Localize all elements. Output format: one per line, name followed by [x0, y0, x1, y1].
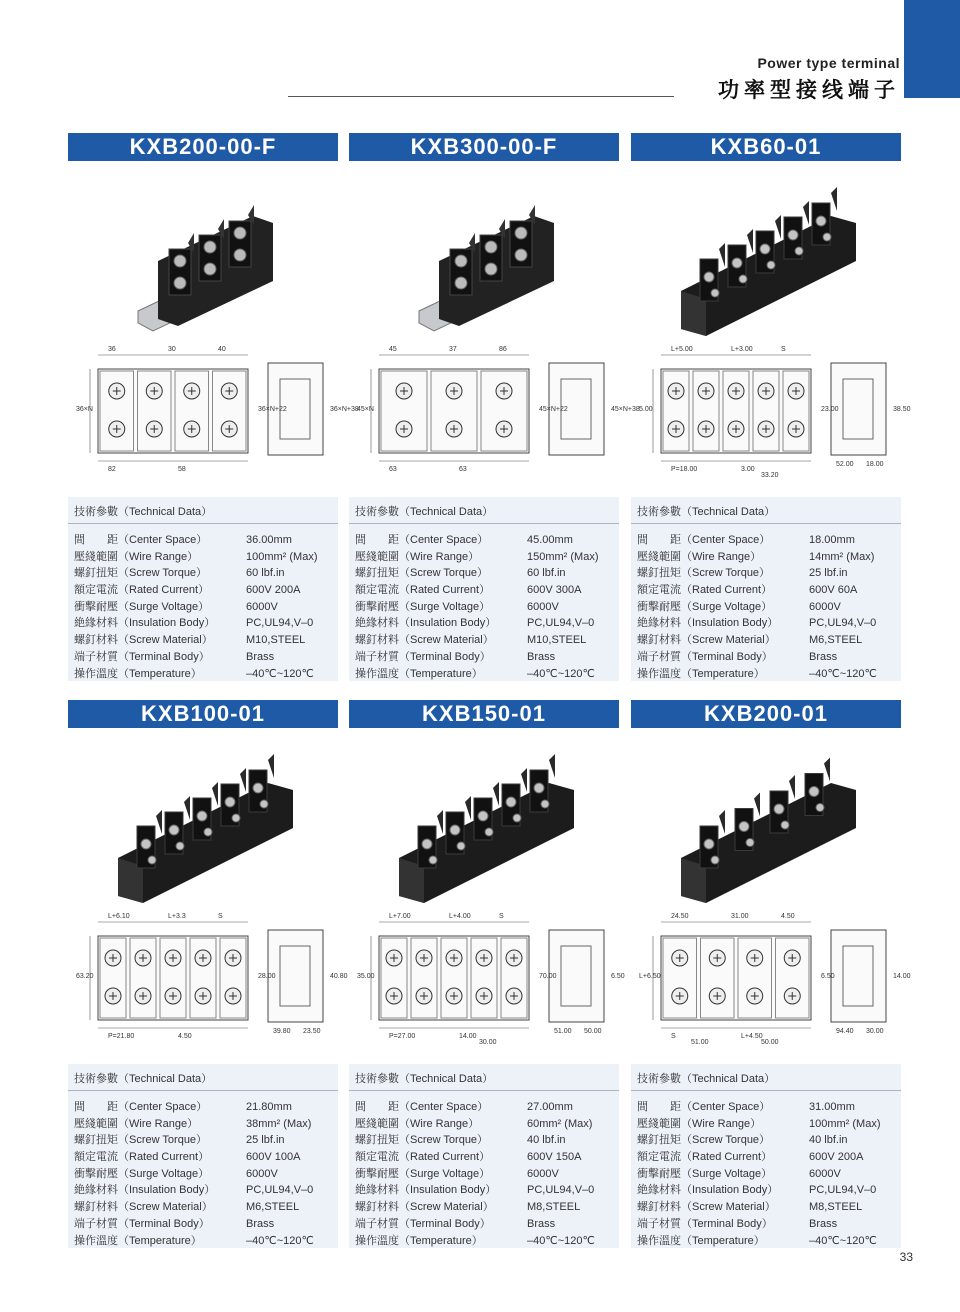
drawing-dimension-label: 37: [449, 346, 457, 353]
product-photo: [349, 728, 619, 908]
model-banner: KXB60-01: [631, 133, 901, 161]
spec-label: 端子材質（Terminal Body）: [637, 650, 773, 663]
technical-data-title: 技術參數（Technical Data）: [631, 497, 901, 524]
spec-label: 操作溫度（Temperature）: [637, 667, 765, 680]
drawing-dimension-label: 30: [168, 346, 176, 353]
spec-row: [631, 549, 901, 566]
drawing-dimension-label: 33.20: [761, 472, 779, 479]
spec-label: 操作溫度（Temperature）: [74, 1234, 202, 1247]
spec-row: [631, 582, 901, 599]
spec-value: 38mm² (Max): [246, 1117, 312, 1130]
spec-label: 螺釘材料（Screw Material）: [637, 1201, 776, 1214]
spec-row: [349, 1233, 619, 1250]
spec-value: 600V 150A: [527, 1151, 582, 1164]
spec-value: 600V 60A: [809, 584, 858, 597]
spec-row: [68, 649, 338, 666]
drawing-dimension-label: 36×N+38: [330, 406, 359, 413]
spec-label: 螺釘扭矩（Screw Torque）: [74, 1134, 208, 1147]
spec-value: 40 lbf.in: [809, 1134, 848, 1147]
spec-row: [631, 1166, 901, 1183]
spec-label: 絶緣材料（Insulation Body）: [74, 1184, 216, 1197]
spec-row: [68, 1099, 338, 1116]
technical-data-panel: [68, 1064, 338, 1248]
spec-value: 60mm² (Max): [527, 1117, 593, 1130]
spec-label: 衝擊耐壓（Surge Voltage）: [74, 1167, 210, 1180]
drawing-dimension-label: 39.80: [273, 1028, 291, 1035]
drawing-dimension-label: 51.00: [691, 1039, 709, 1046]
drawing-dimension-label: 63: [459, 466, 467, 473]
spec-label: 螺釘扭矩（Screw Torque）: [637, 1134, 771, 1147]
spec-value: 27.00mm: [527, 1101, 573, 1113]
drawing-dimension-label: 50.00: [584, 1028, 602, 1035]
spec-value: PC,UL94,V–0: [809, 1184, 877, 1197]
drawing-dimension-label: 3.00: [741, 466, 755, 473]
spec-label: 壓綫範圍（Wire Range）: [637, 1117, 762, 1130]
spec-row: [631, 1132, 901, 1149]
spec-row: [68, 582, 338, 599]
drawing-dimension-label: L+6.50: [639, 973, 661, 980]
drawing-dimension-label: 45×N+22: [539, 406, 568, 413]
spec-row: [349, 549, 619, 566]
drawing-dimension-label: 6.50: [821, 973, 835, 980]
spec-label: 間 距（Center Space）: [637, 534, 771, 546]
spec-value: PC,UL94,V–0: [809, 617, 877, 630]
spec-row: [68, 615, 338, 632]
drawing-dimension-label: 36: [108, 346, 116, 353]
spec-label: 端子材質（Terminal Body）: [355, 1217, 491, 1230]
spec-label: 額定電流（Rated Current）: [74, 584, 210, 597]
spec-label: 絶緣材料（Insulation Body）: [637, 617, 779, 630]
product-card: [349, 700, 625, 1248]
spec-value: 6000V: [246, 600, 278, 613]
spec-row: [349, 1116, 619, 1133]
spec-row: [68, 666, 338, 683]
technical-data-panel: [68, 497, 338, 681]
spec-row: [349, 632, 619, 649]
spec-label: 螺釘材料（Screw Material）: [74, 634, 213, 647]
drawing-dimension-label: S: [781, 346, 786, 353]
technical-data-title: 技術參數（Technical Data）: [68, 497, 338, 524]
product-photo: [631, 161, 901, 341]
spec-value: Brass: [527, 1217, 556, 1230]
technical-data-title: 技術參數（Technical Data）: [349, 1064, 619, 1091]
spec-value: Brass: [246, 1217, 275, 1230]
drawing-dimension-label: S: [671, 1033, 676, 1040]
spec-row: [349, 1216, 619, 1233]
spec-label: 壓綫範圍（Wire Range）: [355, 1117, 480, 1130]
spec-value: 31.00mm: [809, 1101, 855, 1113]
spec-label: 間 距（Center Space）: [74, 1101, 208, 1113]
drawing-dimension-label: L+4.50: [741, 1033, 763, 1040]
technical-drawing: [631, 908, 911, 1048]
spec-value: PC,UL94,V–0: [527, 617, 595, 630]
drawing-dimension-label: 58: [178, 466, 186, 473]
spec-value: –40℃~120℃: [246, 1234, 314, 1247]
technical-data-panel: [349, 1064, 619, 1248]
technical-drawing: [68, 908, 348, 1048]
spec-label: 端子材質（Terminal Body）: [74, 650, 210, 663]
spec-row: [631, 1216, 901, 1233]
drawing-dimension-label: 14.00: [459, 1033, 477, 1040]
spec-row: [349, 649, 619, 666]
drawing-dimension-label: 50.00: [761, 1039, 779, 1046]
spec-label: 螺釘材料（Screw Material）: [355, 1201, 494, 1214]
spec-label: 絶緣材料（Insulation Body）: [637, 1184, 779, 1197]
drawing-dimension-label: 86: [499, 346, 507, 353]
technical-drawing: [68, 341, 359, 481]
spec-value: 600V 100A: [246, 1151, 301, 1164]
spec-row: [631, 1182, 901, 1199]
spec-label: 操作溫度（Temperature）: [637, 1234, 765, 1247]
product-card: [68, 700, 348, 1248]
spec-value: –40℃~120℃: [809, 1234, 877, 1247]
drawing-dimension-label: P=21.80: [108, 1033, 135, 1040]
spec-value: 6000V: [527, 600, 559, 613]
spec-label: 衝擊耐壓（Surge Voltage）: [355, 1167, 491, 1180]
spec-value: 150mm² (Max): [527, 550, 599, 563]
drawing-dimension-label: 82: [108, 466, 116, 473]
spec-value: 45.00mm: [527, 534, 573, 546]
spec-value: M10,STEEL: [246, 634, 306, 647]
drawing-dimension-label: S: [218, 913, 223, 920]
spec-label: 衝擊耐壓（Surge Voltage）: [74, 600, 210, 613]
drawing-dimension-label: 14.00: [893, 973, 911, 980]
spec-row: [349, 1182, 619, 1199]
spec-label: 間 距（Center Space）: [637, 1101, 771, 1113]
drawing-dimension-label: L+5.00: [671, 346, 693, 353]
spec-value: Brass: [246, 650, 275, 663]
product-card: [631, 133, 911, 681]
technical-data-panel: [349, 497, 619, 681]
spec-value: 600V 300A: [527, 584, 582, 597]
spec-row: [631, 599, 901, 616]
spec-label: 額定電流（Rated Current）: [637, 584, 773, 597]
product-card: [349, 133, 640, 681]
drawing-dimension-label: P=27.00: [389, 1033, 416, 1040]
drawing-dimension-label: 70.00: [539, 973, 557, 980]
spec-value: 100mm² (Max): [246, 550, 318, 563]
spec-value: 600V 200A: [246, 584, 301, 597]
spec-label: 絶緣材料（Insulation Body）: [355, 617, 497, 630]
spec-label: 操作溫度（Temperature）: [355, 1234, 483, 1247]
spec-row: [349, 1149, 619, 1166]
drawing-dimension-label: 5.00: [639, 406, 653, 413]
spec-value: 60 lbf.in: [527, 567, 566, 580]
spec-label: 衝擊耐壓（Surge Voltage）: [355, 600, 491, 613]
spec-label: 螺釘材料（Screw Material）: [74, 1201, 213, 1214]
drawing-dimension-label: L+7.00: [389, 913, 411, 920]
header-rule: [288, 96, 674, 97]
spec-value: Brass: [527, 650, 556, 663]
spec-label: 壓綫範圍（Wire Range）: [637, 550, 762, 563]
spec-value: PC,UL94,V–0: [246, 1184, 314, 1197]
spec-value: –40℃~120℃: [527, 1234, 595, 1247]
drawing-dimension-label: 36×N: [76, 406, 93, 413]
spec-row: [349, 1199, 619, 1216]
drawing-dimension-label: P=18.00: [671, 466, 698, 473]
spec-row: [68, 1233, 338, 1250]
product-card: [631, 700, 911, 1248]
header-title-en: Power type terminal: [757, 55, 900, 71]
spec-value: PC,UL94,V–0: [246, 617, 314, 630]
drawing-dimension-label: L+3.3: [168, 913, 186, 920]
spec-label: 操作溫度（Temperature）: [355, 667, 483, 680]
drawing-dimension-label: 63.20: [76, 973, 94, 980]
drawing-dimension-label: 40: [218, 346, 226, 353]
spec-row: [349, 1166, 619, 1183]
drawing-dimension-label: L+6.10: [108, 913, 130, 920]
spec-row: [68, 532, 338, 549]
drawing-dimension-label: 40.80: [330, 973, 348, 980]
spec-row: [349, 1132, 619, 1149]
spec-label: 衝擊耐壓（Surge Voltage）: [637, 600, 773, 613]
spec-row: [68, 1199, 338, 1216]
spec-label: 間 距（Center Space）: [74, 534, 208, 546]
drawing-dimension-label: 36×N+22: [258, 406, 287, 413]
spec-label: 壓綫範圍（Wire Range）: [74, 550, 199, 563]
drawing-dimension-label: 51.00: [554, 1028, 572, 1035]
spec-value: 25 lbf.in: [809, 567, 848, 580]
corner-accent-block: [904, 0, 960, 98]
spec-row: [631, 1149, 901, 1166]
spec-value: 14mm² (Max): [809, 550, 875, 563]
spec-value: Brass: [809, 650, 838, 663]
spec-label: 間 距（Center Space）: [355, 534, 489, 546]
spec-row: [68, 1149, 338, 1166]
spec-value: 40 lbf.in: [527, 1134, 566, 1147]
spec-label: 螺釘扭矩（Screw Torque）: [355, 567, 489, 580]
spec-value: 6000V: [527, 1167, 559, 1180]
spec-row: [349, 1099, 619, 1116]
spec-row: [631, 666, 901, 683]
technical-data-title: 技術參數（Technical Data）: [68, 1064, 338, 1091]
spec-value: –40℃~120℃: [809, 667, 877, 680]
drawing-dimension-label: 23.50: [303, 1028, 321, 1035]
spec-row: [68, 549, 338, 566]
spec-label: 壓綫範圍（Wire Range）: [74, 1117, 199, 1130]
spec-row: [631, 1199, 901, 1216]
spec-row: [349, 565, 619, 582]
drawing-dimension-label: 63: [389, 466, 397, 473]
drawing-dimension-label: 31.00: [731, 913, 749, 920]
spec-row: [349, 599, 619, 616]
spec-value: 6000V: [246, 1167, 278, 1180]
spec-row: [349, 532, 619, 549]
drawing-dimension-label: 4.50: [781, 913, 795, 920]
technical-drawing: [349, 908, 625, 1048]
spec-row: [631, 1116, 901, 1133]
spec-value: M6,STEEL: [246, 1201, 300, 1214]
spec-label: 間 距（Center Space）: [355, 1101, 489, 1113]
spec-row: [68, 1166, 338, 1183]
spec-label: 端子材質（Terminal Body）: [637, 1217, 773, 1230]
spec-row: [68, 1132, 338, 1149]
drawing-dimension-label: 45×N: [357, 406, 374, 413]
spec-value: 18.00mm: [809, 534, 855, 546]
model-banner: KXB300-00-F: [349, 133, 619, 161]
page-number: 33: [899, 1250, 913, 1264]
spec-value: –40℃~120℃: [527, 667, 595, 680]
product-photo: [68, 728, 338, 908]
product-photo: [68, 161, 338, 341]
drawing-dimension-label: L+4.00: [449, 913, 471, 920]
drawing-dimension-label: 52.00: [836, 461, 854, 468]
spec-value: 100mm² (Max): [809, 1117, 881, 1130]
spec-label: 螺釘材料（Screw Material）: [637, 634, 776, 647]
drawing-dimension-label: 23.00: [821, 406, 839, 413]
drawing-dimension-label: 35.00: [357, 973, 375, 980]
spec-label: 端子材質（Terminal Body）: [355, 650, 491, 663]
spec-label: 額定電流（Rated Current）: [355, 584, 491, 597]
spec-row: [631, 632, 901, 649]
spec-row: [68, 1182, 338, 1199]
spec-value: M10,STEEL: [527, 634, 587, 647]
drawing-dimension-label: 45: [389, 346, 397, 353]
model-banner: KXB200-01: [631, 700, 901, 728]
drawing-dimension-label: 6.50: [611, 973, 625, 980]
spec-label: 額定電流（Rated Current）: [355, 1151, 491, 1164]
spec-value: 36.00mm: [246, 534, 292, 546]
spec-label: 壓綫範圍（Wire Range）: [355, 550, 480, 563]
header-title-cn: 功率型接线端子: [718, 79, 900, 102]
spec-row: [349, 666, 619, 683]
drawing-dimension-label: 28.00: [258, 973, 276, 980]
spec-label: 端子材質（Terminal Body）: [74, 1217, 210, 1230]
model-banner: KXB150-01: [349, 700, 619, 728]
drawing-dimension-label: 94.40: [836, 1028, 854, 1035]
spec-row: [631, 565, 901, 582]
spec-label: 螺釘扭矩（Screw Torque）: [74, 567, 208, 580]
drawing-dimension-label: 4.50: [178, 1033, 192, 1040]
spec-value: 25 lbf.in: [246, 1134, 285, 1147]
spec-value: M8,STEEL: [809, 1201, 863, 1214]
spec-row: [349, 615, 619, 632]
spec-row: [68, 632, 338, 649]
spec-value: 6000V: [809, 1167, 841, 1180]
spec-value: 21.80mm: [246, 1101, 292, 1113]
spec-value: –40℃~120℃: [246, 667, 314, 680]
spec-row: [631, 649, 901, 666]
technical-drawing: [349, 341, 640, 481]
spec-value: 600V 200A: [809, 1151, 864, 1164]
spec-value: M8,STEEL: [527, 1201, 581, 1214]
drawing-dimension-label: 45×N+38: [611, 406, 640, 413]
technical-drawing: [631, 341, 911, 481]
technical-data-panel: [631, 1064, 901, 1248]
spec-label: 絶緣材料（Insulation Body）: [74, 617, 216, 630]
product-photo: [349, 161, 619, 341]
spec-label: 螺釘扭矩（Screw Torque）: [637, 567, 771, 580]
spec-row: [68, 1216, 338, 1233]
model-banner: KXB100-01: [68, 700, 338, 728]
product-photo: [631, 728, 901, 908]
spec-value: Brass: [809, 1217, 838, 1230]
drawing-dimension-label: 30.00: [479, 1039, 497, 1046]
spec-value: 60 lbf.in: [246, 567, 285, 580]
technical-data-title: 技術參數（Technical Data）: [349, 497, 619, 524]
spec-row: [631, 1099, 901, 1116]
spec-label: 衝擊耐壓（Surge Voltage）: [637, 1167, 773, 1180]
spec-value: 6000V: [809, 600, 841, 613]
spec-row: [349, 582, 619, 599]
spec-row: [631, 1233, 901, 1250]
drawing-dimension-label: L+3.00: [731, 346, 753, 353]
technical-data-panel: [631, 497, 901, 681]
drawing-dimension-label: 30.00: [866, 1028, 884, 1035]
model-banner: KXB200-00-F: [68, 133, 338, 161]
spec-label: 螺釘扭矩（Screw Torque）: [355, 1134, 489, 1147]
technical-data-title: 技術參數（Technical Data）: [631, 1064, 901, 1091]
spec-row: [68, 1116, 338, 1133]
spec-label: 額定電流（Rated Current）: [637, 1151, 773, 1164]
spec-label: 操作溫度（Temperature）: [74, 667, 202, 680]
drawing-dimension-label: 24.50: [671, 913, 689, 920]
spec-row: [68, 565, 338, 582]
spec-label: 額定電流（Rated Current）: [74, 1151, 210, 1164]
drawing-dimension-label: S: [499, 913, 504, 920]
drawing-dimension-label: 38.50: [893, 406, 911, 413]
drawing-dimension-label: 18.00: [866, 461, 884, 468]
spec-value: M6,STEEL: [809, 634, 863, 647]
spec-row: [68, 599, 338, 616]
spec-value: PC,UL94,V–0: [527, 1184, 595, 1197]
spec-label: 絶緣材料（Insulation Body）: [355, 1184, 497, 1197]
spec-label: 螺釘材料（Screw Material）: [355, 634, 494, 647]
spec-row: [631, 532, 901, 549]
product-card: [68, 133, 359, 681]
spec-row: [631, 615, 901, 632]
